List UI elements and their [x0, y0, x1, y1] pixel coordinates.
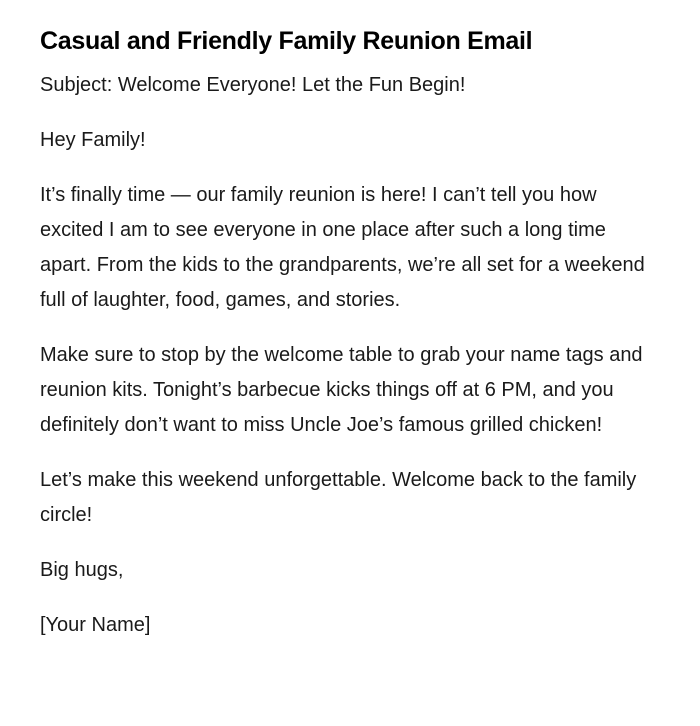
email-subject: Subject: Welcome Everyone! Let the Fun Begin!: [40, 74, 466, 96]
body-paragraph-1: It’s finally time — our family reunion is here! I can’t tell you how excited I am to see everyone in one place after such a long time apart. From the kids to the grandparents, we’re all set for a weekend full of laughter, food, games, and stories.: [40, 184, 645, 311]
document-title: Casual and Friendly Family Reunion Email: [40, 27, 533, 55]
email-signature: [Your Name]: [40, 614, 151, 636]
email-greeting: Hey Family!: [40, 129, 146, 151]
body-paragraph-3: Let’s make this weekend unforgettable. Welcome back to the family circle!: [40, 469, 637, 526]
document: [40, 22, 650, 663]
body-paragraph-2: Make sure to stop by the welcome table to grab your name tags and reunion kits. Tonight’s barbecue kicks things off at 6 PM, and you definitely don’t want to miss Uncle Joe’s famous grilled chicken!: [40, 344, 643, 436]
email-closing: Big hugs,: [40, 559, 124, 581]
